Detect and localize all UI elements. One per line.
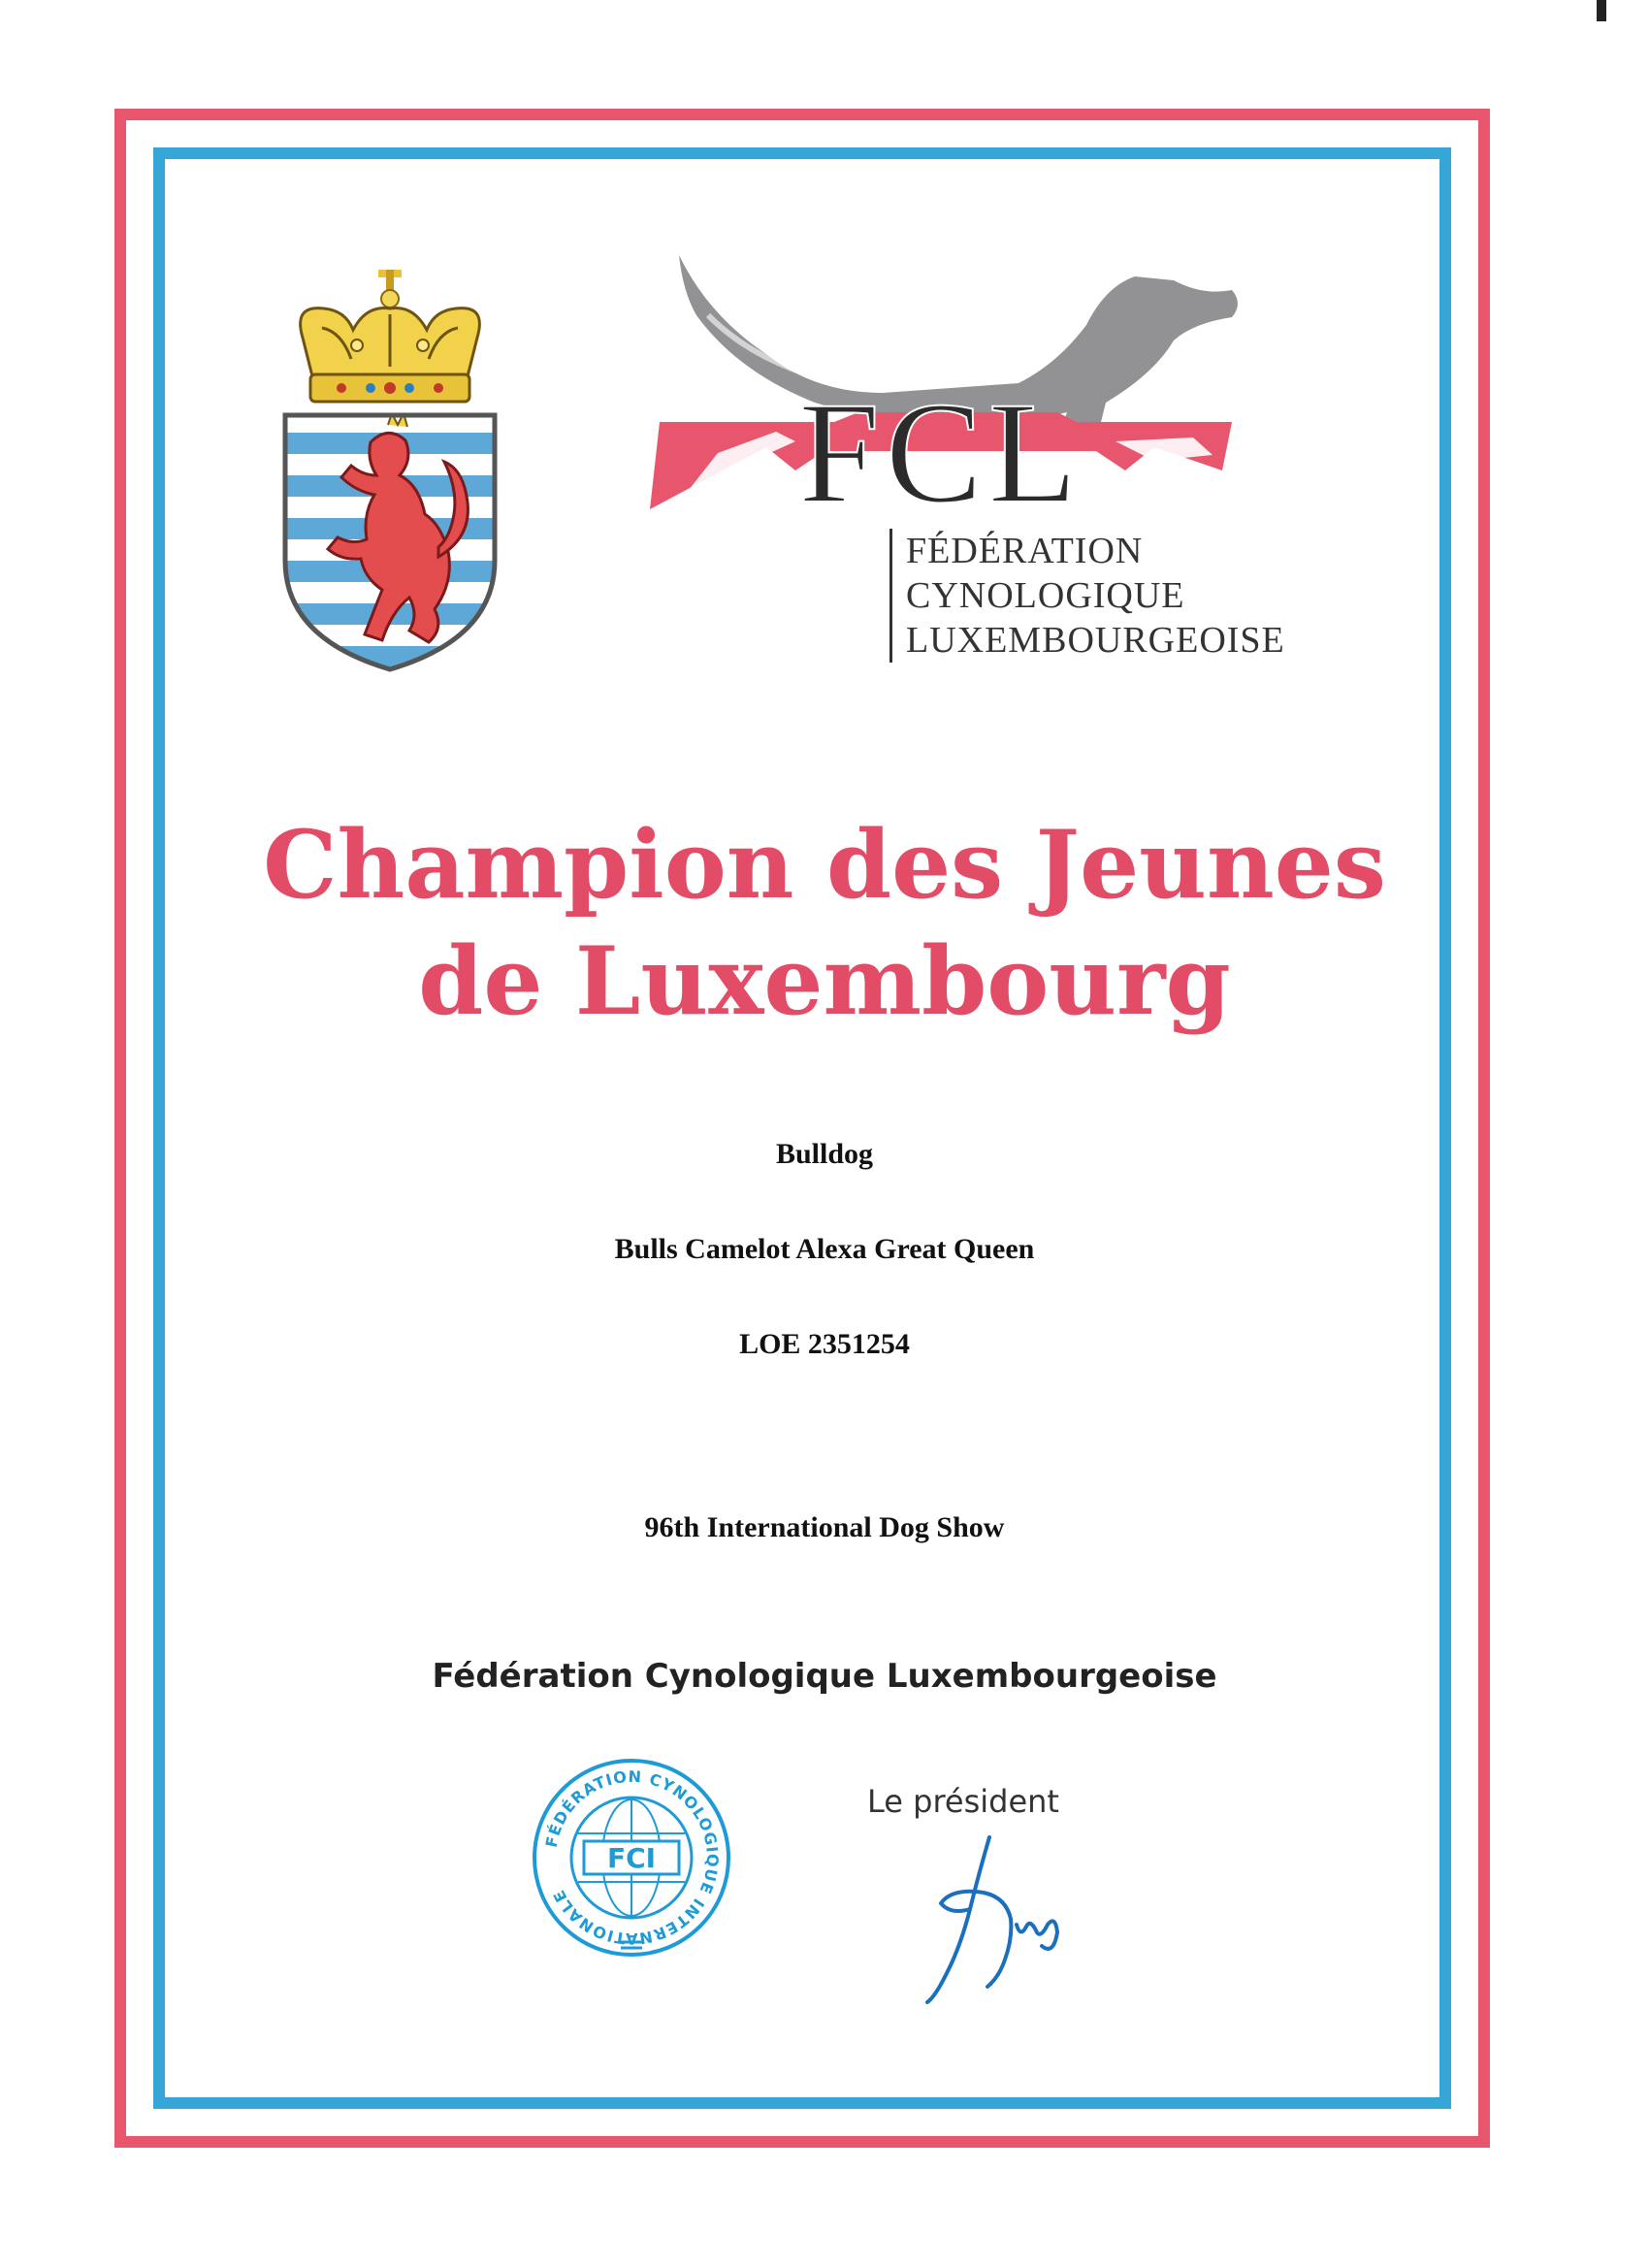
fcl-full-name: [889, 529, 1285, 663]
breed: Bulldog: [775, 1138, 874, 1170]
organization-name: Fédération Cynologique Luxembourgeoise: [432, 1657, 1217, 1696]
dog-name: Bulls Camelot Alexa Great Queen: [614, 1233, 1035, 1265]
certificate-title: [0, 807, 1649, 1040]
registration-number: LOE 2351254: [739, 1328, 910, 1360]
fcl-name-line-1: FÉDÉRATION: [906, 531, 1144, 571]
scan-corner-mark: [1597, 0, 1606, 21]
title-line-2: de Luxembourg: [418, 926, 1231, 1036]
fcl-name-line-3: LUXEMBOURGEOISE: [906, 620, 1285, 661]
running-dog-logo-icon: [650, 247, 1251, 509]
fcl-name-line-2: CYNOLOGIQUE: [906, 575, 1185, 616]
fcl-logo: [640, 247, 1285, 664]
president-label: Le président: [867, 1783, 1059, 1820]
fci-ring-text: FÉDÉRATION CYNOLOGIQUE INTERNATIONALE: [541, 1766, 723, 1949]
president-signature: [912, 1831, 1077, 2006]
fci-center-text: FCI: [606, 1842, 657, 1874]
luxembourg-coat-of-arms-icon: [274, 270, 506, 677]
fci-globe-seal-icon: [532, 1758, 731, 1958]
fcl-letters: FCL: [798, 373, 1083, 509]
title-line-1: Champion des Jeunes: [263, 810, 1386, 920]
show-name: 96th International Dog Show: [644, 1511, 1005, 1543]
